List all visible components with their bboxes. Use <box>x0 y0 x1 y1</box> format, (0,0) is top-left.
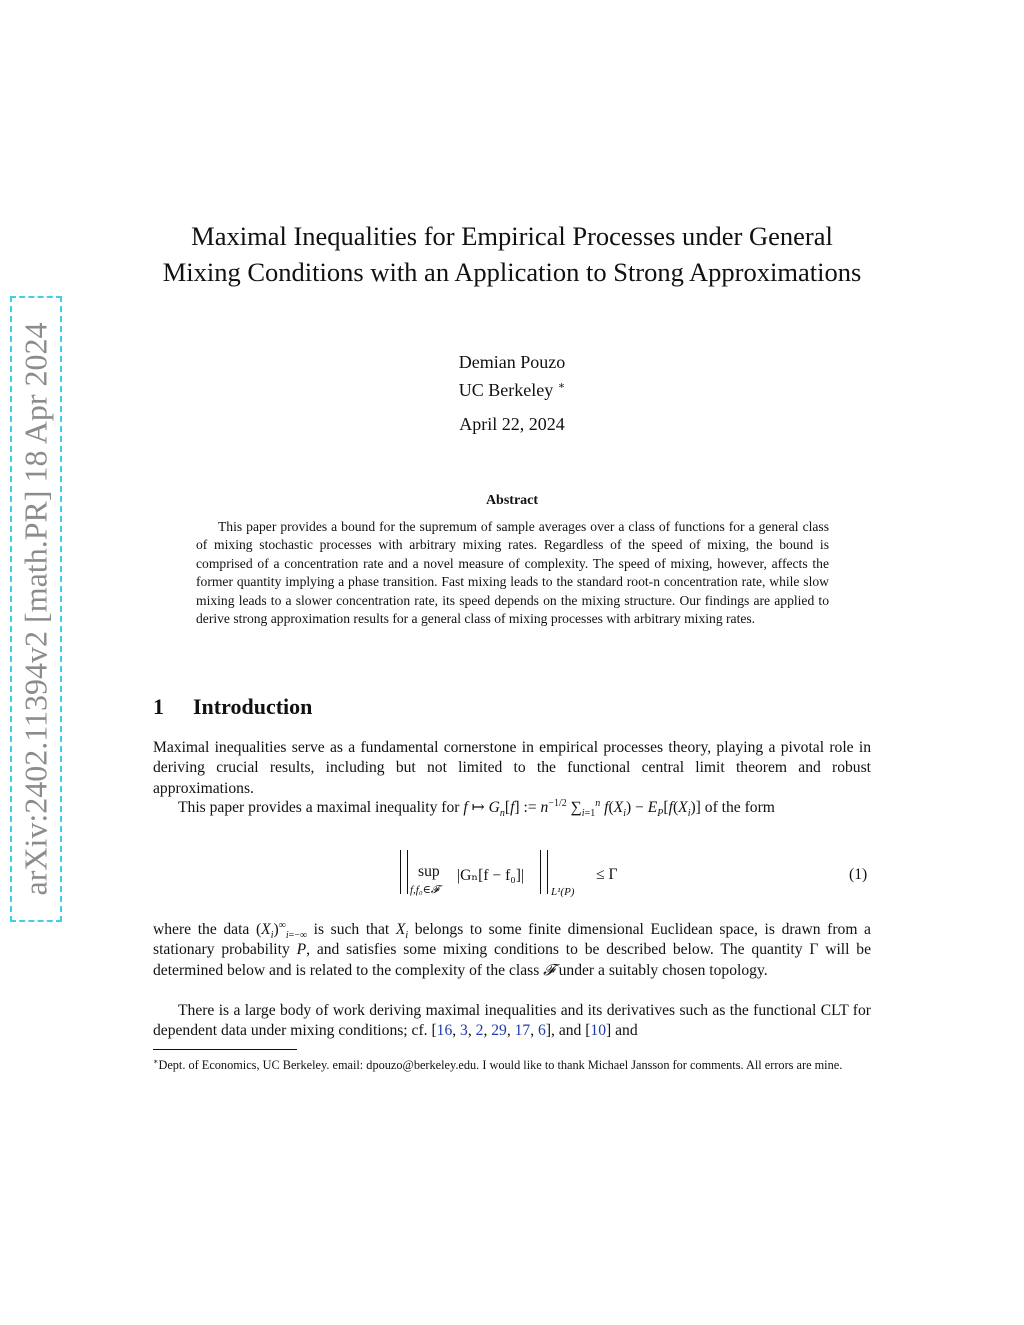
inline-math-empirical-process: f ↦ $G_n[f]$ := $n^{-1/2}$ $\sum_{i=1}^n$ $f(X_i) - E_P[f(X_i)]$ <box>463 797 701 820</box>
arxiv-stamp-text: arXiv:2402.11394v2 [math.PR] 18 Apr 2024 <box>17 322 54 896</box>
paragraph-4: There is a large body of work deriving maximal inequalities and its derivatives such as the functional CLT for dependent data under mixing conditions; cf. [16, 3, 2, 29, 17, 6], and [10] and <box>153 1002 871 1040</box>
inline-math-data-sequence: $(X_i)^\infty_{i=-\infty}$ <box>255 919 308 942</box>
equation-body: |Gₙ[f − f₀]| <box>457 867 525 884</box>
author-affiliation <box>0 374 1024 402</box>
footnote-mark: ∗ <box>153 1057 159 1066</box>
section-heading <box>153 694 312 720</box>
norm-bars-left <box>400 850 408 894</box>
footnote <box>153 1054 871 1074</box>
footnote-rule <box>153 1049 297 1050</box>
paper-title: Maximal Inequalities for Empirical Processes under General Mixing Conditions with an Application to Strong Approximations <box>162 221 862 287</box>
paragraph-3-tail: under a suitably chosen topology. <box>558 961 768 979</box>
author-name: Demian Pouzo <box>458 352 566 372</box>
paragraph-1: Maximal inequalities serve as a fundamental cornerstone in empirical processes theory, playing a pivotal role in deriving crucial results, including but not limited to the functional central limit theorem and robust approximations. <box>153 739 871 797</box>
affiliation-footnote-mark[interactable]: ∗ <box>557 380 566 392</box>
paragraph-3-lead: where the data <box>153 921 250 938</box>
equation-sup: sup <box>418 863 440 880</box>
affiliation-text: UC Berkeley <box>458 380 554 400</box>
paragraph-4-tail: and <box>615 1022 638 1040</box>
paragraph-2-lead: This paper provides a maximal inequality for <box>178 799 460 816</box>
paragraph-3-body-2: , and satisfies some mixing conditions to be described below. The quantity Γ will be determined below and is related to the complexity of the class <box>153 941 871 979</box>
inline-math-class-f: 𝓕 <box>543 961 555 979</box>
citation-link[interactable]: 17 <box>514 1022 531 1040</box>
equation-number: (1) <box>849 866 868 883</box>
paragraph-4-lead: There is a large body of work deriving maximal inequalities and its derivatives such as the functional CLT for dependent data under mixing conditions; cf. <box>153 1002 871 1040</box>
paragraph-3-mid: is such that <box>313 921 390 938</box>
abstract-text: This paper provides a bound for the supremum of sample averages over a class of functions for a general class of mixing stochastic processes with arbitrary mixing rates. Regardless of the speed of mixing, the bound is comprised of a concentration rate and a novel measure of complexity. The speed of mixing, however, affects the former quantity implying a phase transition. Fast mixing leads to the standard root-n concentration rate, while slow mixing leads to a slower concentration rate, its speed depends on the mixing structure. Our findings are applied to derive strong approximation results for a general class of mixing processes with arbitrary mixing rates. <box>196 519 829 627</box>
citation-link[interactable]: 2 <box>475 1022 484 1040</box>
section-title: Introduction <box>193 694 313 719</box>
paragraph-3 <box>153 920 871 981</box>
citation-link[interactable]: 3 <box>460 1022 468 1040</box>
inline-math-xi: $X_i$ <box>395 921 409 942</box>
equation-norm-label: L¹(P) <box>551 886 575 898</box>
abstract-heading: Abstract <box>485 493 539 508</box>
equation-sup-subscript: f,f₀∈𝓕 <box>410 884 439 896</box>
citation-link[interactable]: 6 <box>538 1022 546 1040</box>
paragraph-4-and: , and <box>551 1022 582 1040</box>
section-number: 1 <box>153 694 164 719</box>
paragraph-3-body: belongs to some finite dimensional Euclidean space, is drawn from a stationary probability <box>153 921 871 959</box>
equation-rhs: ≤ Γ <box>596 866 618 883</box>
citation-link[interactable]: 16 <box>436 1022 453 1040</box>
paper-date: April 22, 2024 <box>459 414 565 434</box>
norm-bars-right <box>540 850 548 894</box>
inline-math-p: P <box>296 941 307 959</box>
display-equation <box>400 846 640 902</box>
citation-link[interactable]: 10 <box>590 1022 607 1040</box>
citation-link[interactable]: 29 <box>491 1022 507 1040</box>
paragraph-2 <box>153 798 871 818</box>
paragraph-2-tail: of the form <box>704 799 775 816</box>
footnote-text: Dept. of Economics, UC Berkeley. email: dpouzo@berkeley.edu. I would like to thank Michael Jansson for comments. All errors are mine. <box>158 1058 843 1073</box>
